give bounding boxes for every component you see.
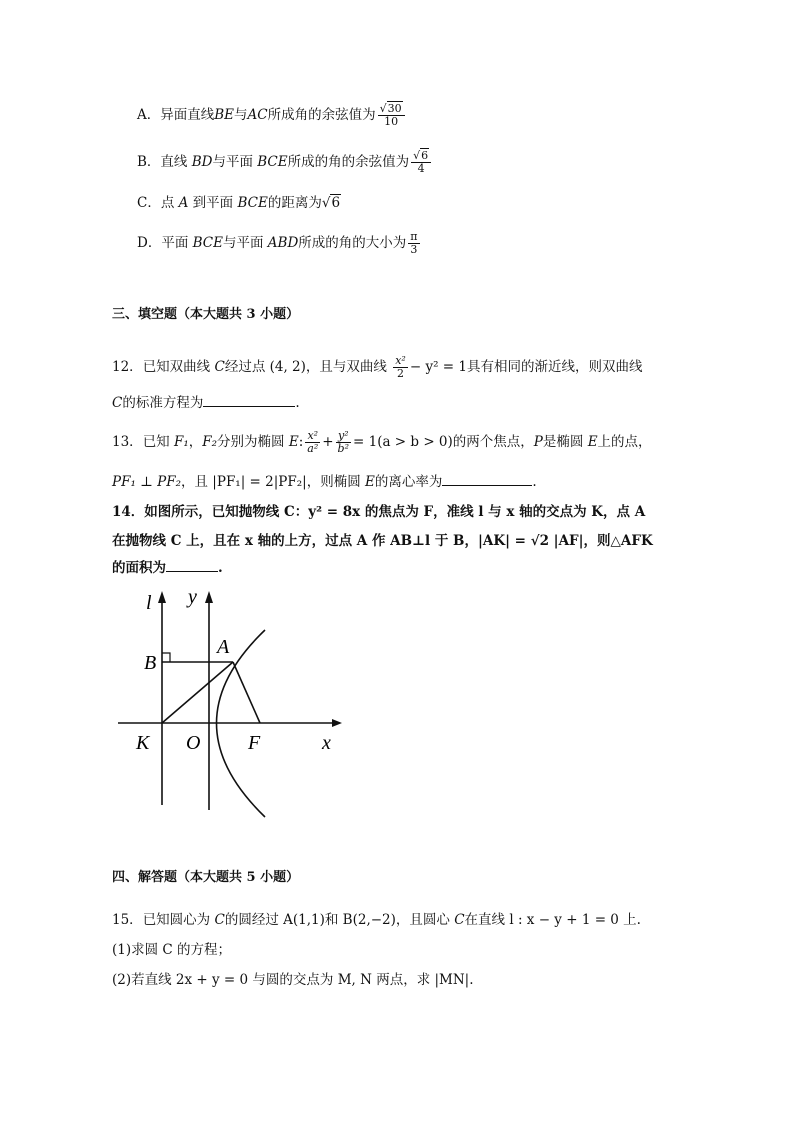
- fraction-denominator: 4: [417, 162, 425, 175]
- fraction-denominator: 3: [410, 243, 418, 256]
- answer-blank[interactable]: [166, 571, 218, 572]
- option-text: 与: [234, 107, 248, 123]
- radicand: 6: [331, 195, 341, 211]
- math-f1: F₁: [173, 434, 189, 450]
- fraction: [408, 231, 419, 256]
- label-o: O: [186, 732, 201, 754]
- section-title: 四、解答题（本大题共 5 小题）: [112, 870, 300, 885]
- math-bce: BCE: [192, 235, 223, 251]
- question-text: :: [298, 434, 304, 450]
- fraction: [393, 355, 408, 380]
- directrix-arrow: [158, 591, 166, 603]
- question-number: 12．: [112, 359, 143, 375]
- question-number: 15．: [112, 912, 143, 928]
- question-12-line2: C的标准方程为 .: [112, 395, 300, 411]
- option-text: 直线: [160, 154, 192, 170]
- question-text: 是椭圆: [542, 434, 588, 450]
- segment-af: [233, 662, 260, 723]
- question-number: 14．: [112, 504, 145, 520]
- answer-blank[interactable]: [203, 406, 295, 407]
- question-text: ，且 |PF₁| = 2|PF₂|，则椭圆: [181, 474, 365, 490]
- question-14: [112, 502, 645, 522]
- math-c: C: [112, 395, 123, 411]
- fraction-denominator: a²: [307, 442, 319, 455]
- question-15-part2: (2)若直线 2x + y = 0 与圆的交点为 M, N 两点，求 |MN|.: [112, 972, 474, 988]
- option-text: 到平面: [188, 195, 238, 211]
- option-label: B．: [137, 154, 161, 170]
- fraction-denominator: 2: [397, 367, 405, 380]
- option-b: [137, 150, 433, 175]
- math-bce: BCE: [257, 154, 288, 170]
- question-14-line3: 的面积为 .: [112, 560, 223, 576]
- option-text: 点: [160, 195, 179, 211]
- math-p: P: [533, 434, 543, 450]
- question-13: [112, 430, 652, 455]
- fraction: $\frac{√6}{4}$: [411, 150, 431, 175]
- x-axis-arrow: [332, 719, 342, 727]
- question-15-part1: (1)求圆 C 的方程；: [112, 942, 232, 958]
- option-d: [137, 231, 422, 256]
- label-b: B: [144, 652, 157, 674]
- option-text: 异面直线: [160, 107, 215, 123]
- question-text: = 1(a > b > 0)的两个焦点，: [353, 434, 534, 450]
- option-text: 与平面: [222, 235, 268, 251]
- fraction-numerator: π: [410, 230, 418, 243]
- option-text: 平面: [161, 235, 193, 251]
- label-a: A: [217, 636, 230, 658]
- y-axis-arrow: [205, 591, 213, 603]
- question-text: 分别为椭圆: [217, 434, 289, 450]
- right-angle-mark: [162, 653, 170, 662]
- option-c: C．点 A 到平面 BCE的距离为√6: [137, 195, 341, 211]
- option-label: C．: [137, 195, 161, 211]
- option-text: 所成的角的余弦值为: [287, 154, 410, 170]
- math-e: E: [587, 434, 598, 450]
- question-text: 在直线 l : x − y + 1 = 0 上.: [464, 912, 641, 928]
- fraction-denominator: 10: [384, 115, 399, 128]
- math-e: E: [288, 434, 299, 450]
- fraction-numerator: 6: [421, 149, 429, 162]
- question-14-line2: 在抛物线 C 上，且在 x 轴的上方，过点 A 作 AB⊥l 于 B，|AK| = √2 |AF|，则△AFK: [112, 533, 653, 549]
- question-text: 经过点 (4, 2)，且与双曲线: [224, 359, 392, 375]
- math-c: C: [454, 912, 465, 928]
- question-text: 上的点，: [597, 434, 652, 450]
- question-13-line2: PF₁ ⊥ PF₂，且 |PF₁| = 2|PF₂|，则椭圆 E的离心率为 .: [112, 474, 537, 490]
- label-l: l: [146, 592, 152, 614]
- label-x: x: [322, 732, 331, 754]
- question-text: ，: [188, 434, 203, 450]
- option-text: 与平面: [212, 154, 258, 170]
- option-text: 所成的角的大小为: [298, 235, 407, 251]
- math-perpendicular: PF₁ ⊥ PF₂: [112, 474, 182, 490]
- label-k: K: [136, 732, 150, 754]
- fraction: [336, 430, 351, 455]
- label-f: F: [248, 732, 261, 754]
- math-c: C: [214, 359, 225, 375]
- parabola-figure: [110, 585, 350, 825]
- question-text: − y² = 1具有相同的渐近线，则双曲线: [409, 359, 643, 375]
- question-text: 已知双曲线: [142, 359, 215, 375]
- question-12: [112, 355, 642, 380]
- question-text: 的标准方程为: [122, 395, 204, 411]
- question-text: 的圆经过 A(1,1)和 B(2,−2)，且圆心: [224, 912, 455, 928]
- math-f2: F₂: [202, 434, 218, 450]
- plus-sign: +: [322, 434, 334, 450]
- math-ac: AC: [247, 107, 268, 123]
- option-text: 所成角的余弦值为: [267, 107, 376, 123]
- fraction-numerator: y²: [336, 430, 351, 443]
- answer-blank[interactable]: [442, 485, 532, 486]
- question-text: 的离心率为: [374, 474, 443, 490]
- question-text: 如图所示，已知抛物线 C：y² = 8x 的焦点为 F，准线 l 与 x 轴的交点为 K，点 A: [144, 504, 646, 520]
- math-be: BE: [214, 107, 235, 123]
- option-label: D．: [137, 235, 162, 251]
- option-text: 的距离为: [267, 195, 322, 211]
- fraction: [305, 430, 320, 455]
- question-text: 的面积为: [112, 560, 166, 576]
- fraction-numerator: 30: [387, 102, 402, 115]
- math-e: E: [365, 474, 375, 490]
- math-abd: ABD: [267, 235, 299, 251]
- question-15: [112, 910, 641, 930]
- question-number: 13．: [112, 434, 143, 450]
- question-text: 已知: [142, 434, 174, 450]
- label-y: y: [188, 586, 197, 608]
- fraction: $\frac{√30}{10}$: [378, 103, 405, 128]
- fraction-denominator: b²: [337, 442, 349, 455]
- math-a: A: [178, 195, 189, 211]
- section-title: 三、填空题（本大题共 3 小题）: [112, 307, 300, 322]
- fraction-numerator: x²: [395, 354, 406, 367]
- option-label: A．: [137, 107, 161, 123]
- math-c: C: [214, 912, 225, 928]
- option-a: [137, 103, 407, 128]
- math-bd: BD: [191, 154, 213, 170]
- fraction-numerator: x²: [305, 430, 320, 443]
- math-bce: BCE: [237, 195, 268, 211]
- question-text: 已知圆心为: [142, 912, 215, 928]
